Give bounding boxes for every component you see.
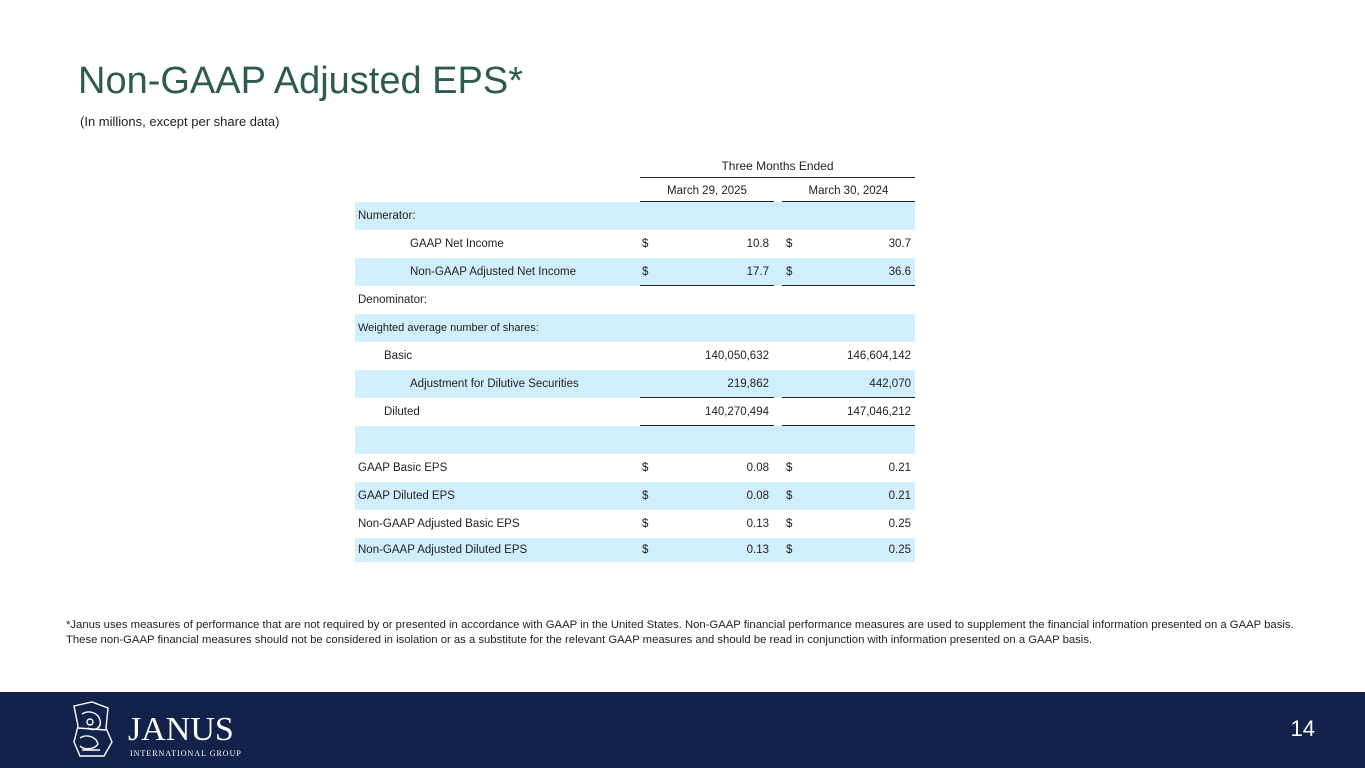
col-header-2025: March 29, 2025	[667, 185, 747, 197]
diluted-shares-row: Diluted 140,270,494 147,046,212	[355, 398, 915, 426]
nongaap-net-income-row: Non-GAAP Adjusted Net Income $ 17.7 $ 36.6	[355, 258, 915, 286]
footer-bar	[0, 692, 1365, 768]
numerator-row: Numerator:	[355, 202, 915, 230]
janus-logo	[68, 698, 273, 760]
page-number: 14	[1290, 716, 1315, 741]
gaap-diluted-eps-row: GAAP Diluted EPS $ 0.08 $ 0.21	[355, 482, 915, 510]
period-header-row	[355, 154, 915, 178]
logo-wordmark: JANUS	[128, 711, 234, 748]
nongaap-diluted-eps-row: Non-GAAP Adjusted Diluted EPS $ 0.13 $ 0.25	[355, 538, 915, 562]
column-header-row	[355, 178, 915, 202]
page-subtitle: (In millions, except per share data)	[80, 114, 280, 129]
col-header-2024: March 30, 2024	[808, 185, 889, 197]
gaap-basic-eps-row: GAAP Basic EPS $ 0.08 $ 0.21	[358, 462, 911, 474]
page-title: Non-GAAP Adjusted EPS*	[78, 60, 523, 102]
basic-shares-row: Basic 140,050,632 146,604,142	[384, 350, 911, 362]
period-header: Three Months Ended	[721, 159, 834, 173]
dilutive-adjustment-row: Adjustment for Dilutive Securities 219,862 442,070	[355, 370, 915, 398]
weighted-shares-row: Weighted average number of shares:	[355, 314, 915, 342]
gaap-net-income-row: GAAP Net Income $ 10.8 $ 30.7	[410, 238, 911, 250]
eps-table	[355, 154, 915, 562]
nongaap-basic-eps-row: Non-GAAP Adjusted Basic EPS $ 0.13 $ 0.25	[358, 518, 911, 530]
spacer-row	[355, 426, 915, 454]
logo-subtext: INTERNATIONAL GROUP	[130, 749, 242, 758]
denominator-row: Denominator:	[358, 294, 428, 306]
footnote: *Janus uses measures of performance that are not required by or presented in accordance with GAAP in the United States. Non-GAAP financial performance measures are used to supplement the financial information presented on a GAAP basis. These non-GAAP financial measures should not be considered in isolation or as a substitute for the relevant GAAP measures and should be read in conjunction with information presented on a GAAP basis.	[66, 619, 1294, 646]
